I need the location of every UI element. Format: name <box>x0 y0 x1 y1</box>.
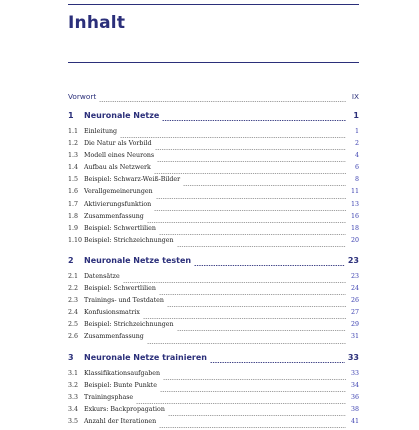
toc-entry[interactable] <box>68 128 359 140</box>
preface-label: Vorwort <box>68 92 97 101</box>
toc-entry[interactable] <box>68 176 359 188</box>
leader-dots <box>154 210 346 211</box>
leader-dots <box>194 265 345 266</box>
entry-label: Einleitung <box>84 128 118 135</box>
toc-entry[interactable] <box>68 152 359 164</box>
entry-label: Beispiel: Strichzeichnungen <box>84 236 174 244</box>
entry-page: 8 <box>354 176 359 184</box>
entry-label: Exkurs: Backpropagation <box>84 405 165 413</box>
entry-label: Die Natur als Vorbild <box>84 140 152 148</box>
entry-number: 1.3 <box>68 152 79 160</box>
toc-entry[interactable] <box>68 418 359 430</box>
entry-number: 1.9 <box>68 224 79 232</box>
entry-label: Aktivierungsfunktion <box>84 200 152 208</box>
page-title: Inhalt <box>68 13 126 33</box>
entry-label: Klassifikationsaufgaben <box>84 369 161 377</box>
chapter-title: Neuronale Netze testen <box>84 255 192 265</box>
entry-number: 3.5 <box>68 417 79 425</box>
entry-number: 2.2 <box>68 285 79 293</box>
top-rule <box>68 4 359 5</box>
entry-page: 23 <box>350 272 359 280</box>
entry-number: 3.1 <box>68 369 79 377</box>
toc-entry[interactable] <box>68 273 359 285</box>
entry-number: 2.6 <box>68 333 79 341</box>
entry-page: 6 <box>354 164 359 172</box>
toc-chapter[interactable] <box>68 256 359 268</box>
entry-number: 3.2 <box>68 381 79 389</box>
entry-number: 3.4 <box>68 405 79 413</box>
entry-label: Trainingsphase <box>84 393 134 401</box>
entry-page: 4 <box>354 152 359 160</box>
entry-label: Beispiel: Strichzeichnungen <box>84 321 174 329</box>
entry-label: Konfusionsmatrix <box>84 309 140 317</box>
leader-dots <box>168 415 346 416</box>
chapter-number: 3 <box>68 352 74 362</box>
entry-label: Anzahl der Iterationen <box>84 417 157 425</box>
toc-chapter[interactable] <box>68 353 359 365</box>
leader-dots <box>177 246 346 247</box>
entry-number: 1.1 <box>68 128 79 135</box>
toc-entry[interactable] <box>68 382 359 394</box>
chapter-title: Neuronale Netze trainieren <box>84 352 207 362</box>
entry-page: 27 <box>350 309 359 317</box>
entry-label: Trainings- und Testdaten <box>84 297 164 305</box>
entry-label: Beispiel: Schwarz-Weiß-Bilder <box>84 176 181 184</box>
chapter-title: Neuronale Netze <box>84 111 160 120</box>
toc-entry[interactable] <box>68 285 359 297</box>
entry-page: 20 <box>350 236 359 244</box>
leader-dots <box>159 427 346 428</box>
entry-page: 33 <box>350 369 359 377</box>
toc-entry[interactable] <box>68 309 359 321</box>
entry-page: 34 <box>350 381 359 389</box>
entry-number: 1.5 <box>68 176 79 184</box>
entry-number: 1.7 <box>68 200 79 208</box>
entry-page: 41 <box>350 417 359 425</box>
entry-number: 2.3 <box>68 297 79 305</box>
entry-number: 2.1 <box>68 272 79 280</box>
leader-dots <box>120 137 346 138</box>
leader-dots <box>159 294 346 295</box>
entry-label: Datensätze <box>84 272 120 280</box>
chapter-list <box>68 111 359 430</box>
leader-dots <box>154 173 346 174</box>
entry-page: 36 <box>350 393 359 401</box>
table-of-contents <box>68 92 359 430</box>
entry-number: 3.3 <box>68 393 79 401</box>
entry-page: 38 <box>350 405 359 413</box>
toc-entry[interactable] <box>68 140 359 152</box>
entry-number: 1.6 <box>68 188 79 196</box>
leader-dots <box>136 403 346 404</box>
toc-entry[interactable] <box>68 237 359 249</box>
entry-page: 31 <box>350 333 359 341</box>
chapter-page: 23 <box>347 255 359 265</box>
toc-entry[interactable] <box>68 213 359 225</box>
entry-label: Modell eines Neurons <box>84 152 155 160</box>
title-rule <box>68 62 359 63</box>
entry-page: 29 <box>350 321 359 329</box>
entry-number: 1.4 <box>68 164 79 172</box>
entry-page: 11 <box>350 188 359 196</box>
leader-dots <box>123 282 346 283</box>
toc-entry[interactable] <box>68 188 359 200</box>
entry-number: 1.10 <box>68 236 83 244</box>
entry-label: Beispiel: Bunte Punkte <box>84 381 157 389</box>
leader-dots <box>162 120 346 121</box>
chapter-page: 1 <box>353 111 359 120</box>
entry-number: 1.2 <box>68 140 79 148</box>
entry-page: 13 <box>350 200 359 208</box>
toc-entry[interactable] <box>68 406 359 418</box>
leader-dots <box>160 391 346 392</box>
entry-label: Zusammenfassung <box>84 333 144 341</box>
toc-entry[interactable] <box>68 321 359 333</box>
leader-dots <box>156 198 346 199</box>
toc-entry[interactable] <box>68 164 359 176</box>
toc-entry[interactable] <box>68 394 359 406</box>
entry-label: Verallgemeinerungen <box>84 188 153 196</box>
toc-chapter[interactable] <box>68 111 359 123</box>
entry-page: 2 <box>354 140 359 148</box>
entry-page: 16 <box>350 212 359 220</box>
leader-dots <box>147 343 346 344</box>
leader-dots <box>183 185 346 186</box>
leader-dots <box>99 101 346 102</box>
entry-label: Beispiel: Schwertlilien <box>84 224 156 232</box>
entry-label: Beispiel: Schwertlilien <box>84 285 156 293</box>
chapter-number: 2 <box>68 255 74 265</box>
leader-dots <box>167 306 346 307</box>
entry-number: 2.5 <box>68 321 79 329</box>
entry-page: 18 <box>350 224 359 232</box>
toc-preface[interactable] <box>68 92 359 104</box>
entry-number: 2.4 <box>68 309 79 317</box>
toc-entry[interactable] <box>68 370 359 382</box>
preface-page: IX <box>351 92 359 101</box>
entry-page: 24 <box>350 285 359 293</box>
chapter-number: 1 <box>68 111 74 120</box>
entry-label: Zusammenfassung <box>84 212 144 220</box>
leader-dots <box>147 222 346 223</box>
entry-number: 1.8 <box>68 212 79 220</box>
leader-dots <box>155 149 346 150</box>
toc-entry[interactable] <box>68 333 359 345</box>
entry-page: 1 <box>354 128 359 135</box>
leader-dots <box>143 318 346 319</box>
leader-dots <box>159 234 346 235</box>
entry-page: 26 <box>350 297 359 305</box>
entry-label: Aufbau als Netzwerk <box>84 164 151 172</box>
toc-entry[interactable] <box>68 201 359 213</box>
toc-entry[interactable] <box>68 297 359 309</box>
leader-dots <box>210 362 345 363</box>
chapter-page: 33 <box>347 352 359 362</box>
leader-dots <box>163 379 346 380</box>
toc-entry[interactable] <box>68 225 359 237</box>
leader-dots <box>177 330 346 331</box>
leader-dots <box>157 161 346 162</box>
